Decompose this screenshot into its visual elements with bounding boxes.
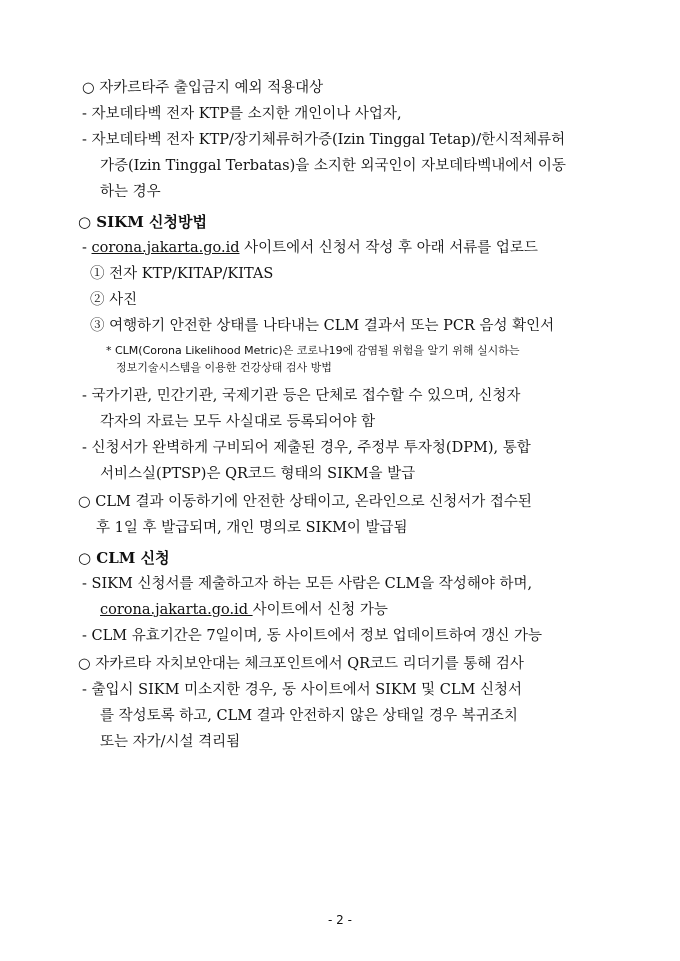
document-item-3: ③ 여행하기 안전한 상태를 나타내는 CLM 결과서 또는 PCR 음성 확인서 <box>90 318 555 334</box>
clm-footnote-1: * CLM(Corona Likelihood Metric)은 코로나19에 감염될 위험을 알기 위해 실시하는 <box>106 344 520 357</box>
exemption-item-2: - 자보데타벡 전자 KTP/장기체류허가증(Izin Tinggal Tetap)/한시적체류허 <box>82 132 566 148</box>
sikm-method-text: 사이트에서 신청서 작성 후 아래 서류를 업로드 <box>239 240 538 256</box>
page-number: - 2 - <box>328 913 352 927</box>
exemption-item-2-cont-1: 가증(Izin Tinggal Terbatas)을 소지한 외국인이 자보데타벡내에서 이동 <box>100 158 566 174</box>
no-sikm-item-cont-2: 또는 자가/시설 격리됨 <box>100 734 241 750</box>
clm-footnote-2: 정보기술시스템을 이용한 건강상태 검사 방법 <box>116 361 332 374</box>
sikm-method-item <box>82 238 538 258</box>
agency-item: - 국가기관, 민간기관, 국제기관 등은 단체로 접수할 수 있으며, 신청자 <box>82 388 521 404</box>
exemption-item-2-cont-2: 하는 경우 <box>100 184 161 200</box>
clm-apply-item-text: 사이트에서 신청 가능 <box>252 602 388 618</box>
no-sikm-item: - 출입시 SIKM 미소지한 경우, 동 사이트에서 SIKM 및 CLM 신청서 <box>82 682 522 698</box>
exemption-heading: ○ 자카르타주 출입금지 예외 적용대상 <box>82 80 324 96</box>
corona-site-link[interactable]: corona.jakarta.go.id <box>91 240 240 256</box>
clm-apply-item-cont <box>100 600 388 620</box>
clm-safe-item-cont: 후 1일 후 발급되며, 개인 명의로 SIKM이 발급됨 <box>96 520 408 536</box>
sikm-method-heading: ○ SIKM 신청방법 <box>78 213 207 231</box>
document-item-1: ① 전자 KTP/KITAP/KITAS <box>90 266 274 282</box>
agency-item-cont: 각자의 자료는 모두 사실대로 등록되어야 함 <box>100 414 376 430</box>
clm-apply-heading: ○ CLM 신청 <box>78 549 170 567</box>
clm-apply-item: - SIKM 신청서를 제출하고자 하는 모든 사람은 CLM을 작성해야 하며, <box>82 576 533 592</box>
issuance-item: - 신청서가 완벽하게 구비되어 제출된 경우, 주정부 투자청(DPM), 통합 <box>82 440 531 456</box>
clm-safe-item: ○ CLM 결과 이동하기에 안전한 상태이고, 온라인으로 신청서가 접수된 <box>78 494 532 510</box>
checkpoint-item: ○ 자카르타 자치보안대는 체크포인트에서 QR코드 리더기를 통해 검사 <box>78 656 524 672</box>
dash-marker: - <box>82 240 92 256</box>
corona-site-link-2[interactable]: corona.jakarta.go.id <box>100 602 253 618</box>
no-sikm-item-cont-1: 를 작성토록 하고, CLM 결과 안전하지 않은 상태일 경우 복귀조치 <box>100 708 518 724</box>
exemption-item-1: - 자보데타벡 전자 KTP를 소지한 개인이나 사업자, <box>82 106 402 122</box>
clm-validity-item: - CLM 유효기간은 7일이며, 동 사이트에서 정보 업데이트하여 갱신 가능 <box>82 628 542 644</box>
document-item-2: ② 사진 <box>90 292 138 308</box>
issuance-item-cont: 서비스실(PTSP)은 QR코드 형태의 SIKM을 발급 <box>100 466 416 482</box>
